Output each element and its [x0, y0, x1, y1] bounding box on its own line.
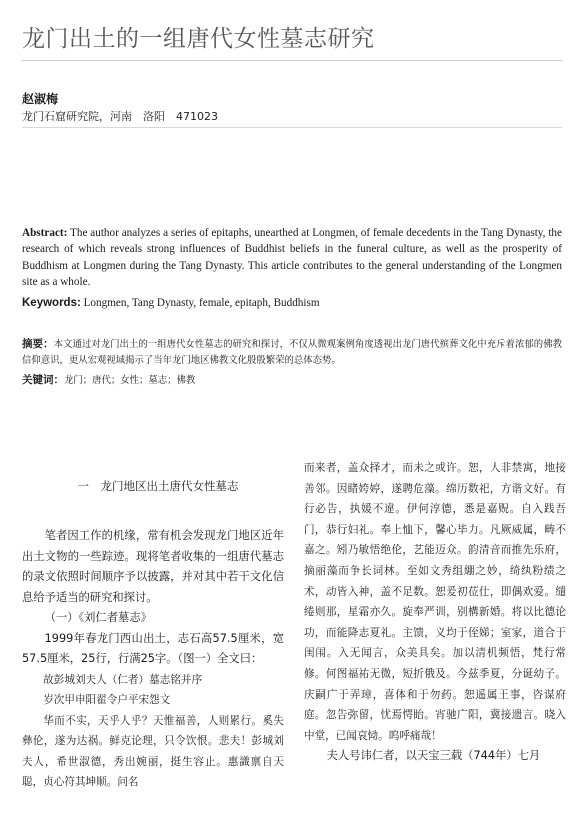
chinese-abstract — [22, 336, 562, 369]
body-left-column — [22, 478, 284, 793]
abstract-text: The author analyzes a series of epitaphs, unearthed at Longmen, of female decedents in the Tang Dynasty, the research of which reveals strong influences of Buddhist beliefs in the funeral culture, as well as the prosperity of Buddhism at Longmen during the Tang Dynasty. This article contributes to the general understanding of the Longmen site as a whole. — [22, 227, 562, 288]
title-divider — [22, 60, 562, 61]
subsection-heading: （一）《刘仁者墓志》 — [44, 611, 152, 624]
english-keywords — [22, 297, 562, 309]
continuation-paragraph: 夫人号讳仁者，以天宝三载（744年）七月 — [326, 749, 541, 763]
keywords-label: Keywords: — [22, 297, 81, 309]
epitaph-text-continued: 而来者，盖众择才，而未之或许。恕，人非禁寓，地接善邻。因睹姱婷，遂聘危藻。绵历数祀，方谐文好。有行必告，执媛不違。伊何淳德，悉是嘉贶。自入践吾门，恭行妇礼。奉上恤下，馨心毕力。凡厥威属，畴不嘉之。矧乃敏悟绝伦，艺能迈众。韵清音而推先乐府，摘丽藻而争长词林。至如文秀组綳之妙，绮纨粉绩之术，动皆入神，盖不足数。恕爰初莅仕，即偶欢爱。缱绻则那，星霜亦久。旋奉严训，别構新婚。将以比德论功，而能降志夏礼。主馈，义均于侄娣；室家，道合于闺闱。入无闻言，众美具矣。加以清机频悟，梵行常修。何图福祐无微，短折俄及。今兹季夏，分诞幼子。庆嗣广于弄璋，喜体和于勿药。恕遥属王事，咨谋府庭。忽告弥留，忧焉愕眙。宵驰广阳，冀接遗言。晓入中堂，已闻哀恸。呜呼痛哉！ — [304, 462, 566, 742]
affiliation-divider — [22, 127, 562, 128]
find-note-paragraph: 1999年春龙门西山出土，志石高57.5厘米，宽57.5厘米，25行，行满25字。（图一）全文曰： — [22, 631, 284, 665]
epitaph-subtitle: 岁次甲申阳翟令户平宋怨文 — [43, 694, 171, 706]
zh-abstract-text: 本文通过对龙门出土的一组唐代女性墓志的研究和探讨，不仅从微观案例角度透视出龙门唐代殡葬文化中充斥着浓郁的佛教信仰意识，更从宏观视域揭示了当年龙门地区佛教文化殷殷繁荣的总体态势。 — [22, 339, 562, 366]
zh-keywords-text: 龙门；唐代；女性；墓志；佛教 — [64, 375, 196, 386]
chinese-keywords — [22, 372, 562, 387]
abstract-label: Abstract: — [22, 227, 68, 239]
author-affiliation: 龙门石窟研究院，河南 洛阳 471023 — [22, 110, 218, 123]
paper-title: 龙门出土的一组唐代女性墓志研究 — [22, 26, 375, 52]
intro-paragraph: 笔者因工作的机缘，常有机会发现龙门地区近年出土文物的一些踪迹。现将笔者收集的一组唐代墓志的录文依照时间顺序予以披露，并对其中若干文化信息给予适当的研究和探讨。 — [22, 529, 284, 604]
english-abstract — [22, 225, 562, 290]
section-heading: 一 龙门地区出土唐代女性墓志 — [77, 479, 239, 493]
keywords-text: Longmen, Tang Dynasty, female, epitaph, Buddhism — [80, 297, 320, 309]
zh-keywords-label: 关键词： — [22, 374, 64, 386]
epitaph-text: 华而不实，天乎人乎？天惟福善，人则累行。奚失彝伦，遂为达祸。鲜克论理，只令饮恨。悲夫！彭城刘夫人，希世淑德，秀出婉丽，挺生容止。惠識禀自天聪，贞心符其坤顺。问名 — [22, 714, 284, 788]
epitaph-title: 故彭城刘夫人（仁者）墓志铭并序 — [43, 673, 203, 686]
author-name: 赵淑梅 — [22, 92, 59, 106]
zh-abstract-label: 摘要： — [22, 338, 54, 350]
body-right-column — [304, 458, 566, 767]
